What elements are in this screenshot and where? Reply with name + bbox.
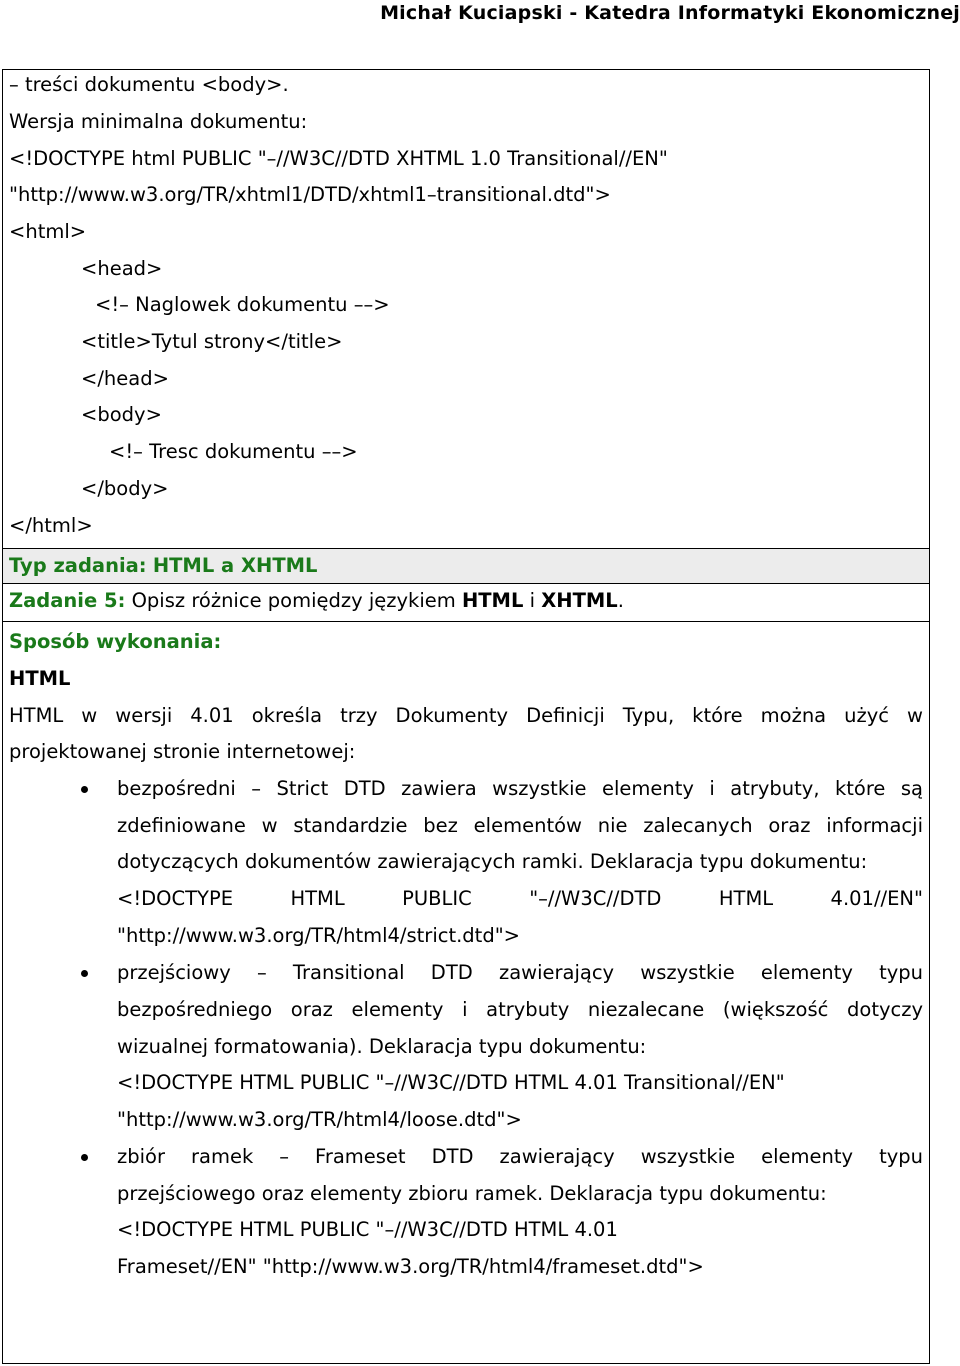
task-row <box>3 584 929 622</box>
page-header: Michał Kuciapski - Katedra Informatyki Ekonomicznej <box>380 2 960 24</box>
bullet-3-line: Frameset//EN" "http://www.w3.org/TR/html4/frameset.dtd"> <box>117 1255 704 1278</box>
bullet-2-line: bezpośredniego oraz elementy i atrybuty niezalecane (większość dotyczy <box>117 998 923 1021</box>
bullet-3-line: przejściowego oraz elementy zbioru ramek. Deklaracja typu dokumentu: <box>117 1182 827 1205</box>
code-line: </html> <box>9 514 93 537</box>
method-label: Sposób wykonania: <box>9 630 222 653</box>
code-line: </head> <box>81 367 169 390</box>
task-text-after: . <box>617 589 624 612</box>
bullet-dot <box>81 1154 88 1161</box>
bullet-dot <box>81 970 88 977</box>
code-line: <!DOCTYPE html PUBLIC "–//W3C//DTD XHTML 1.0 Transitional//EN" <box>9 147 668 170</box>
document-frame <box>2 69 930 1364</box>
bullet-1-line: dotyczących dokumentów zawierających ramki. Deklaracja typu dokumentu: <box>117 850 868 873</box>
task-type-line <box>9 553 318 579</box>
task-type-row <box>3 548 929 584</box>
bullet-3-line: zbiór ramek – Frameset DTD zawierający wszystkie elementy typu <box>117 1145 923 1168</box>
bullet-2-line: "http://www.w3.org/TR/html4/loose.dtd"> <box>117 1108 522 1131</box>
bullet-2-line: przejściowy – Transitional DTD zawierający wszystkie elementy typu <box>117 961 923 984</box>
bullet-dot <box>81 786 88 793</box>
task-text-before: Opisz różnice pomiędzy językiem <box>131 589 456 612</box>
bullet-1-line: bezpośredni – Strict DTD zawiera wszystkie elementy i atrybuty, które są <box>117 777 923 800</box>
task-label: Zadanie 5: <box>9 589 126 612</box>
task-text-mid: i <box>529 589 536 612</box>
method-intro-line-2: projektowanej stronie internetowej: <box>9 740 356 763</box>
bullet-2-line: <!DOCTYPE HTML PUBLIC "–//W3C//DTD HTML 4.01 Transitional//EN" <box>117 1071 785 1094</box>
task-type-label: Typ zadania: <box>9 554 147 577</box>
code-line: <html> <box>9 220 87 243</box>
task-term-html: HTML <box>461 589 524 612</box>
bullet-1-line: <!DOCTYPE HTML PUBLIC "–//W3C//DTD HTML 4.01//EN" <box>117 887 923 910</box>
code-line: <title>Tytul strony</title> <box>81 330 343 353</box>
code-line: <!– Naglowek dokumentu ––> <box>95 293 390 316</box>
code-line: <head> <box>81 257 163 280</box>
bullet-1-line: zdefiniowane w standardzie bez elementów nie zalecanych oraz informacji <box>117 814 923 837</box>
code-line: Wersja minimalna dokumentu: <box>9 110 308 133</box>
code-line: "http://www.w3.org/TR/xhtml1/DTD/xhtml1–transitional.dtd"> <box>9 183 611 206</box>
code-line: </body> <box>81 477 169 500</box>
code-line: – treści dokumentu <body>. <box>9 73 289 96</box>
code-line: <body> <box>81 403 162 426</box>
task-type-value: HTML a XHTML <box>152 554 318 577</box>
task-term-xhtml: XHTML <box>541 589 618 612</box>
bullet-1-line: "http://www.w3.org/TR/html4/strict.dtd"> <box>117 924 521 947</box>
bullet-2-line: wizualnej formatowania). Deklaracja typu dokumentu: <box>117 1035 647 1058</box>
method-heading: HTML <box>9 667 71 690</box>
task-line <box>9 588 624 614</box>
bullet-3-line: <!DOCTYPE HTML PUBLIC "–//W3C//DTD HTML 4.01 <box>117 1218 618 1241</box>
code-line: <!– Tresc dokumentu ––> <box>109 440 358 463</box>
method-intro-line-1: HTML w wersji 4.01 określa trzy Dokumenty Definicji Typu, które można użyć w <box>9 704 923 727</box>
